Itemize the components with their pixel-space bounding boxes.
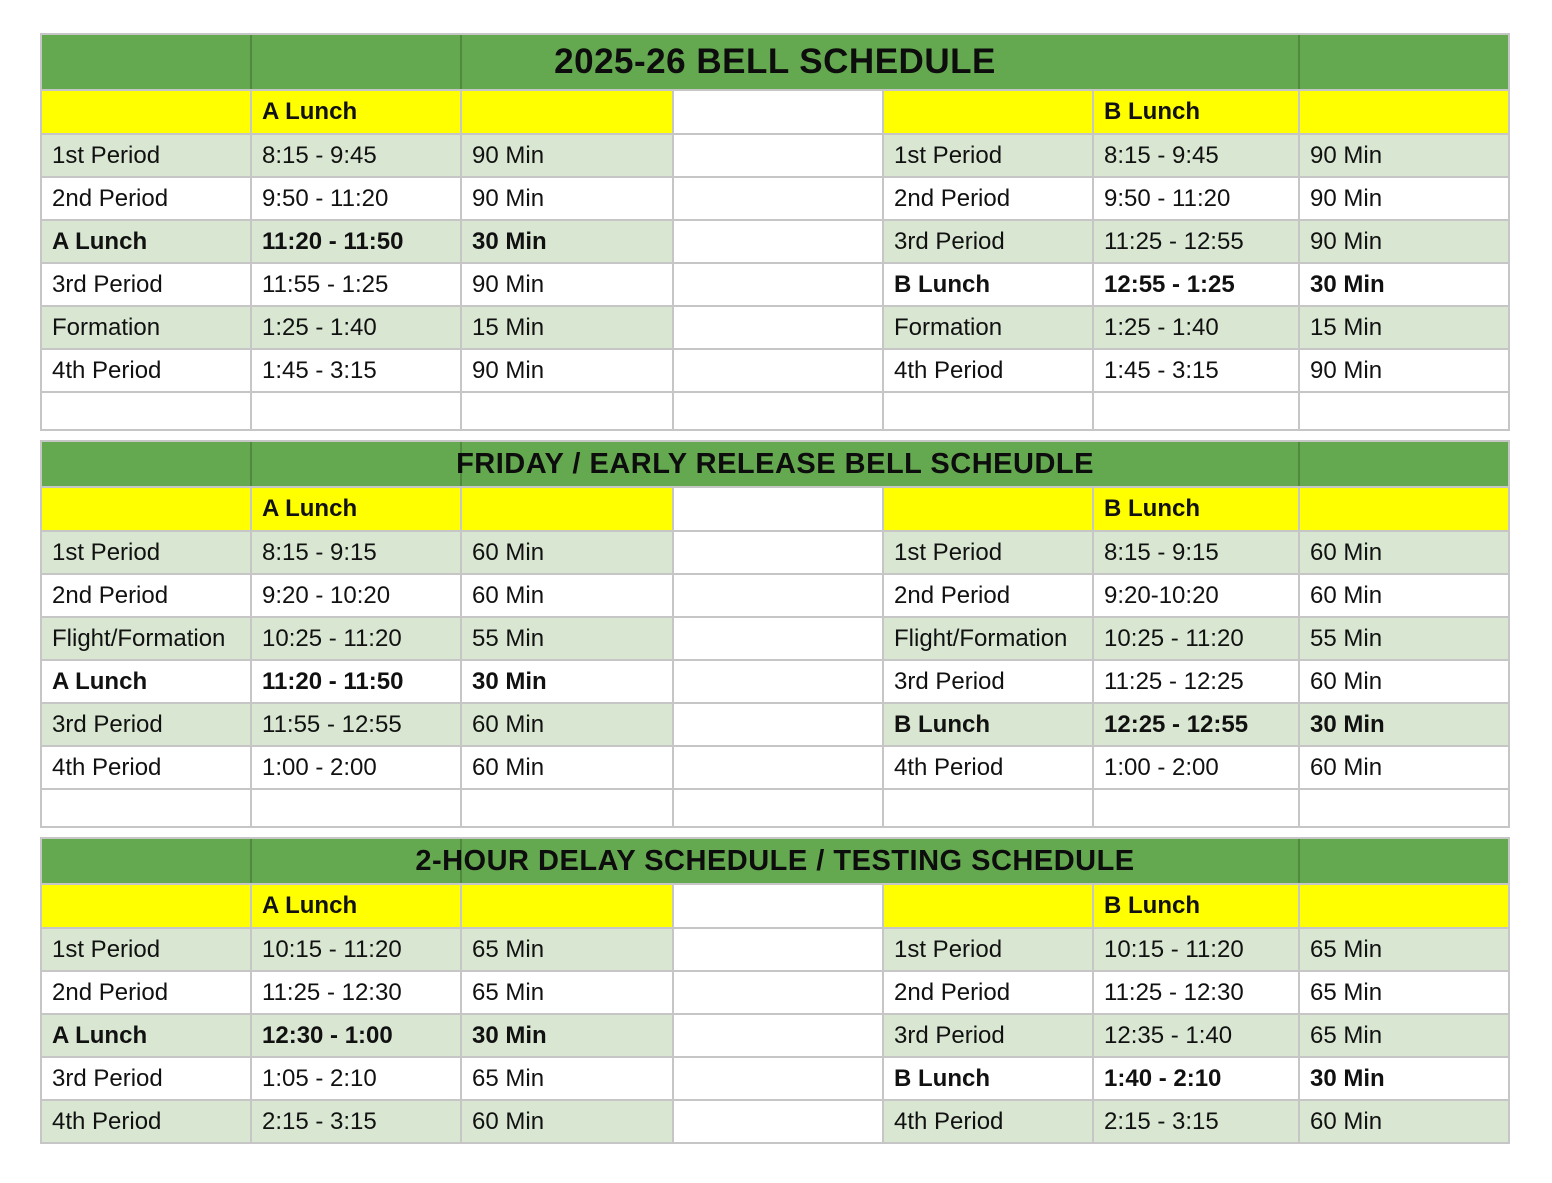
period-label-cell: Formation [884, 307, 1092, 348]
lunch-header-cell [462, 91, 672, 133]
spacer-cell [674, 350, 882, 391]
empty-cell [1094, 790, 1298, 826]
time-range-cell: 11:25 - 12:30 [252, 972, 460, 1013]
b-lunch-label-cell: B Lunch [1094, 91, 1298, 133]
period-label-cell: 1st Period [42, 135, 250, 176]
duration-cell: 15 Min [1300, 307, 1508, 348]
period-label-cell: 3rd Period [42, 264, 250, 305]
time-range-cell: 2:15 - 3:15 [1094, 1101, 1298, 1142]
period-label-cell: 2nd Period [42, 575, 250, 616]
time-range-cell: 12:55 - 1:25 [1094, 264, 1298, 305]
a-lunch-label-cell: A Lunch [252, 488, 460, 530]
period-label-cell: 3rd Period [884, 661, 1092, 702]
duration-cell: 60 Min [1300, 661, 1508, 702]
lunch-header-cell [1300, 885, 1508, 927]
spacer-cell [674, 747, 882, 788]
duration-cell: 15 Min [462, 307, 672, 348]
empty-cell [462, 790, 672, 826]
time-range-cell: 11:25 - 12:25 [1094, 661, 1298, 702]
duration-cell: 90 Min [462, 350, 672, 391]
section-title: 2-HOUR DELAY SCHEDULE / TESTING SCHEDULE [415, 844, 1135, 877]
b-lunch-label-cell: B Lunch [1094, 488, 1298, 530]
duration-cell: 60 Min [1300, 575, 1508, 616]
duration-cell: 60 Min [1300, 1101, 1508, 1142]
header-divider [250, 839, 252, 883]
lunch-header-cell [42, 885, 250, 927]
duration-cell: 90 Min [1300, 135, 1508, 176]
spacer-cell [674, 393, 882, 429]
period-label-cell: 1st Period [42, 532, 250, 573]
duration-cell: 30 Min [1300, 1058, 1508, 1099]
time-range-cell: 8:15 - 9:45 [1094, 135, 1298, 176]
time-range-cell: 1:05 - 2:10 [252, 1058, 460, 1099]
lunch-header-cell [884, 91, 1092, 133]
header-divider [460, 35, 462, 89]
time-range-cell: 10:25 - 11:20 [1094, 618, 1298, 659]
empty-cell [42, 790, 250, 826]
bell-schedule-sheet [40, 33, 1510, 1153]
period-label-cell: 2nd Period [884, 972, 1092, 1013]
empty-cell [42, 393, 250, 429]
duration-cell: 30 Min [462, 1015, 672, 1056]
spacer-cell [674, 221, 882, 262]
period-label-cell: 3rd Period [42, 1058, 250, 1099]
duration-cell: 60 Min [462, 747, 672, 788]
time-range-cell: 2:15 - 3:15 [252, 1101, 460, 1142]
spacer-cell [674, 929, 882, 970]
spacer-cell [674, 704, 882, 745]
duration-cell: 60 Min [462, 532, 672, 573]
duration-cell: 30 Min [1300, 704, 1508, 745]
duration-cell: 65 Min [462, 929, 672, 970]
period-label-cell: Flight/Formation [884, 618, 1092, 659]
period-label-cell: 1st Period [884, 532, 1092, 573]
time-range-cell: 8:15 - 9:45 [252, 135, 460, 176]
period-label-cell: 2nd Period [42, 972, 250, 1013]
duration-cell: 60 Min [462, 704, 672, 745]
time-range-cell: 1:40 - 2:10 [1094, 1058, 1298, 1099]
header-divider [1298, 442, 1300, 486]
time-range-cell: 9:20-10:20 [1094, 575, 1298, 616]
spacer-cell [674, 885, 882, 927]
duration-cell: 90 Min [1300, 350, 1508, 391]
empty-cell [462, 393, 672, 429]
time-range-cell: 11:55 - 1:25 [252, 264, 460, 305]
period-label-cell: 3rd Period [42, 704, 250, 745]
period-label-cell: 4th Period [884, 1101, 1092, 1142]
period-label-cell: B Lunch [884, 264, 1092, 305]
spacer-cell [674, 135, 882, 176]
period-label-cell: 3rd Period [884, 1015, 1092, 1056]
time-range-cell: 9:50 - 11:20 [1094, 178, 1298, 219]
duration-cell: 90 Min [1300, 178, 1508, 219]
a-lunch-label-cell: A Lunch [252, 885, 460, 927]
section-two-hour-delay-testing-schedule [40, 837, 1510, 1144]
duration-cell: 65 Min [1300, 929, 1508, 970]
empty-cell [252, 790, 460, 826]
period-label-cell: Formation [42, 307, 250, 348]
section-title-bar [42, 35, 1508, 89]
duration-cell: 60 Min [462, 575, 672, 616]
period-label-cell: 2nd Period [42, 178, 250, 219]
time-range-cell: 8:15 - 9:15 [1094, 532, 1298, 573]
time-range-cell: 11:55 - 12:55 [252, 704, 460, 745]
period-label-cell: 4th Period [884, 747, 1092, 788]
header-divider [460, 839, 462, 883]
duration-cell: 30 Min [1300, 264, 1508, 305]
section-title: FRIDAY / EARLY RELEASE BELL SCHEUDLE [456, 447, 1094, 480]
period-label-cell: A Lunch [42, 661, 250, 702]
header-divider [1298, 35, 1300, 89]
lunch-header-cell [884, 488, 1092, 530]
b-lunch-label-cell: B Lunch [1094, 885, 1298, 927]
empty-cell [884, 790, 1092, 826]
section-friday-early-release-schedule [40, 440, 1510, 828]
duration-cell: 65 Min [1300, 1015, 1508, 1056]
spacer-cell [674, 532, 882, 573]
spacer-cell [674, 1058, 882, 1099]
duration-cell: 65 Min [462, 1058, 672, 1099]
lunch-header-cell [1300, 488, 1508, 530]
lunch-header-cell [42, 91, 250, 133]
time-range-cell: 1:00 - 2:00 [252, 747, 460, 788]
header-divider [250, 442, 252, 486]
spacer-cell [674, 661, 882, 702]
period-label-cell: 2nd Period [884, 178, 1092, 219]
empty-cell [1094, 393, 1298, 429]
time-range-cell: 10:15 - 11:20 [252, 929, 460, 970]
spacer-cell [674, 91, 882, 133]
duration-cell: 30 Min [462, 221, 672, 262]
duration-cell: 60 Min [1300, 532, 1508, 573]
lunch-header-cell [42, 488, 250, 530]
period-label-cell: Flight/Formation [42, 618, 250, 659]
period-label-cell: A Lunch [42, 1015, 250, 1056]
time-range-cell: 1:25 - 1:40 [1094, 307, 1298, 348]
time-range-cell: 11:20 - 11:50 [252, 221, 460, 262]
spacer-cell [674, 178, 882, 219]
empty-cell [252, 393, 460, 429]
time-range-cell: 8:15 - 9:15 [252, 532, 460, 573]
spacer-cell [674, 972, 882, 1013]
duration-cell: 60 Min [1300, 747, 1508, 788]
period-label-cell: 3rd Period [884, 221, 1092, 262]
lunch-header-cell [462, 488, 672, 530]
duration-cell: 90 Min [1300, 221, 1508, 262]
time-range-cell: 12:25 - 12:55 [1094, 704, 1298, 745]
section-regular-bell-schedule [40, 33, 1510, 431]
duration-cell: 30 Min [462, 661, 672, 702]
lunch-header-cell [1300, 91, 1508, 133]
period-label-cell: 4th Period [42, 747, 250, 788]
time-range-cell: 9:20 - 10:20 [252, 575, 460, 616]
time-range-cell: 1:25 - 1:40 [252, 307, 460, 348]
period-label-cell: 4th Period [42, 350, 250, 391]
period-label-cell: 1st Period [42, 929, 250, 970]
lunch-header-cell [462, 885, 672, 927]
duration-cell: 65 Min [462, 972, 672, 1013]
period-label-cell: B Lunch [884, 1058, 1092, 1099]
duration-cell: 65 Min [1300, 972, 1508, 1013]
period-label-cell: 2nd Period [884, 575, 1092, 616]
time-range-cell: 1:45 - 3:15 [252, 350, 460, 391]
section-title-bar [42, 839, 1508, 883]
duration-cell: 55 Min [1300, 618, 1508, 659]
duration-cell: 90 Min [462, 135, 672, 176]
spacer-cell [674, 488, 882, 530]
duration-cell: 55 Min [462, 618, 672, 659]
lunch-header-cell [884, 885, 1092, 927]
time-range-cell: 12:30 - 1:00 [252, 1015, 460, 1056]
spacer-cell [674, 575, 882, 616]
time-range-cell: 11:20 - 11:50 [252, 661, 460, 702]
period-label-cell: 1st Period [884, 135, 1092, 176]
section-title: 2025-26 BELL SCHEDULE [554, 42, 996, 81]
empty-cell [1300, 790, 1508, 826]
time-range-cell: 1:00 - 2:00 [1094, 747, 1298, 788]
time-range-cell: 9:50 - 11:20 [252, 178, 460, 219]
spacer-cell [674, 1101, 882, 1142]
duration-cell: 90 Min [462, 264, 672, 305]
time-range-cell: 12:35 - 1:40 [1094, 1015, 1298, 1056]
spacer-cell [674, 264, 882, 305]
period-label-cell: 4th Period [42, 1101, 250, 1142]
time-range-cell: 10:15 - 11:20 [1094, 929, 1298, 970]
time-range-cell: 1:45 - 3:15 [1094, 350, 1298, 391]
spacer-cell [674, 618, 882, 659]
duration-cell: 60 Min [462, 1101, 672, 1142]
header-divider [250, 35, 252, 89]
period-label-cell: 1st Period [884, 929, 1092, 970]
section-title-bar [42, 442, 1508, 486]
header-divider [460, 442, 462, 486]
time-range-cell: 10:25 - 11:20 [252, 618, 460, 659]
duration-cell: 90 Min [462, 178, 672, 219]
a-lunch-label-cell: A Lunch [252, 91, 460, 133]
spacer-cell [674, 1015, 882, 1056]
period-label-cell: 4th Period [884, 350, 1092, 391]
time-range-cell: 11:25 - 12:30 [1094, 972, 1298, 1013]
empty-cell [1300, 393, 1508, 429]
spacer-cell [674, 307, 882, 348]
empty-cell [884, 393, 1092, 429]
period-label-cell: A Lunch [42, 221, 250, 262]
header-divider [1298, 839, 1300, 883]
time-range-cell: 11:25 - 12:55 [1094, 221, 1298, 262]
period-label-cell: B Lunch [884, 704, 1092, 745]
spacer-cell [674, 790, 882, 826]
